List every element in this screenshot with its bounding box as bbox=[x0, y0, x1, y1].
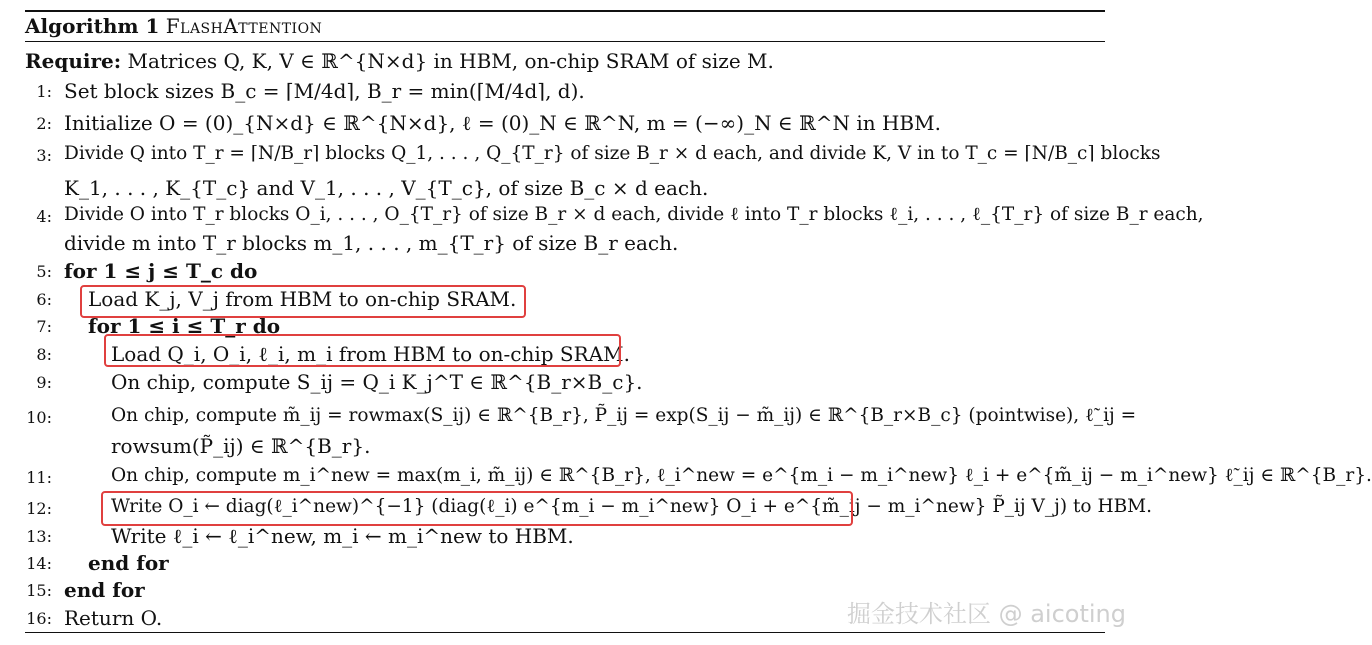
algorithm-name: FlashAttention bbox=[165, 14, 323, 38]
line-number: 9: bbox=[36, 373, 52, 392]
line-number: 15: bbox=[26, 581, 52, 600]
line-number: 12: bbox=[26, 499, 52, 518]
line-number: 4: bbox=[36, 207, 52, 226]
line-text: for 1 ≤ i ≤ T_r do bbox=[88, 314, 281, 338]
line-number: 11: bbox=[26, 468, 52, 487]
highlight-box-line-12 bbox=[101, 491, 853, 526]
algorithm-label: Algorithm 1 bbox=[25, 14, 160, 38]
line-number: 3: bbox=[36, 146, 52, 165]
line-text: Set block sizes B_c = ⌈M/4d⌉, B_r = min(⌈M/4d⌉, d). bbox=[64, 79, 585, 103]
line-number: 14: bbox=[26, 554, 52, 573]
line-text: Divide O into T_r blocks O_i, . . . , O_{T_r} of size B_r × d each, divide ℓ into T_r blocks ℓ_i, . . . , ℓ_{T_r} of size B_r each, bbox=[64, 204, 1204, 225]
line-text: rowsum(P̃_ij) ∈ ℝ^{B_r}. bbox=[111, 434, 371, 458]
algorithm-title bbox=[25, 12, 322, 40]
require-keyword: Require: bbox=[25, 49, 122, 73]
watermark: 掘金技术社区 @ aicoting bbox=[846, 600, 1126, 628]
line-text: Load K_j, V_j from HBM to on-chip SRAM. bbox=[88, 287, 517, 311]
require-line bbox=[25, 49, 774, 73]
line-text: Write O_i ← diag(ℓ_i^new)^{−1} (diag(ℓ_i) e^{m_i − m_i^new} O_i + e^{m̃_ij − m_i^new} P̃_ij V_j) to HBM. bbox=[111, 496, 1152, 517]
highlight-box-line-6 bbox=[80, 285, 526, 318]
line-text: end for bbox=[64, 578, 145, 602]
line-number: 2: bbox=[36, 114, 52, 133]
line-number: 10: bbox=[26, 408, 52, 427]
line-number: 6: bbox=[36, 290, 52, 309]
bottom-rule bbox=[25, 632, 1105, 633]
line-number: 8: bbox=[36, 345, 52, 364]
line-number: 1: bbox=[36, 82, 52, 101]
line-text: On chip, compute S_ij = Q_i K_j^T ∈ ℝ^{B_r×B_c}. bbox=[111, 370, 643, 394]
line-text: for 1 ≤ j ≤ T_c do bbox=[64, 259, 258, 283]
require-text: Matrices Q, K, V ∈ ℝ^{N×d} in HBM, on-chip SRAM of size M. bbox=[127, 49, 774, 73]
line-text: divide m into T_r blocks m_1, . . . , m_{T_r} of size B_r each. bbox=[64, 231, 679, 255]
line-number: 16: bbox=[26, 609, 52, 628]
line-number: 13: bbox=[26, 527, 52, 546]
line-text: Initialize O = (0)_{N×d} ∈ ℝ^{N×d}, ℓ = (0)_N ∈ ℝ^N, m = (−∞)_N ∈ ℝ^N in HBM. bbox=[64, 111, 941, 135]
line-text: On chip, compute m_i^new = max(m_i, m̃_ij) ∈ ℝ^{B_r}, ℓ_i^new = e^{m_i − m_i^new} ℓ_i + e^{m̃_ij − m_i^new} ℓ̃_ij ∈ ℝ^{B_r}. bbox=[111, 465, 1372, 486]
line-text: Load Q_i, O_i, ℓ_i, m_i from HBM to on-chip SRAM. bbox=[111, 342, 630, 366]
line-text: Return O. bbox=[64, 606, 163, 630]
header-rule bbox=[25, 41, 1105, 42]
line-text: On chip, compute m̃_ij = rowmax(S_ij) ∈ ℝ^{B_r}, P̃_ij = exp(S_ij − m̃_ij) ∈ ℝ^{B_r×B_c} (pointwise), ℓ̃_ij = bbox=[111, 405, 1137, 426]
line-text: end for bbox=[88, 551, 169, 575]
line-number: 7: bbox=[36, 317, 52, 336]
line-text: Divide Q into T_r = ⌈N/B_r⌉ blocks Q_1, . . . , Q_{T_r} of size B_r × d each, and divide K, V in to T_c = ⌈N/B_c⌉ blocks bbox=[64, 143, 1161, 164]
line-text: K_1, . . . , K_{T_c} and V_1, . . . , V_{T_c}, of size B_c × d each. bbox=[64, 176, 709, 200]
line-number: 5: bbox=[36, 262, 52, 281]
line-text: Write ℓ_i ← ℓ_i^new, m_i ← m_i^new to HBM. bbox=[111, 524, 574, 548]
highlight-box-line-8 bbox=[104, 334, 621, 367]
